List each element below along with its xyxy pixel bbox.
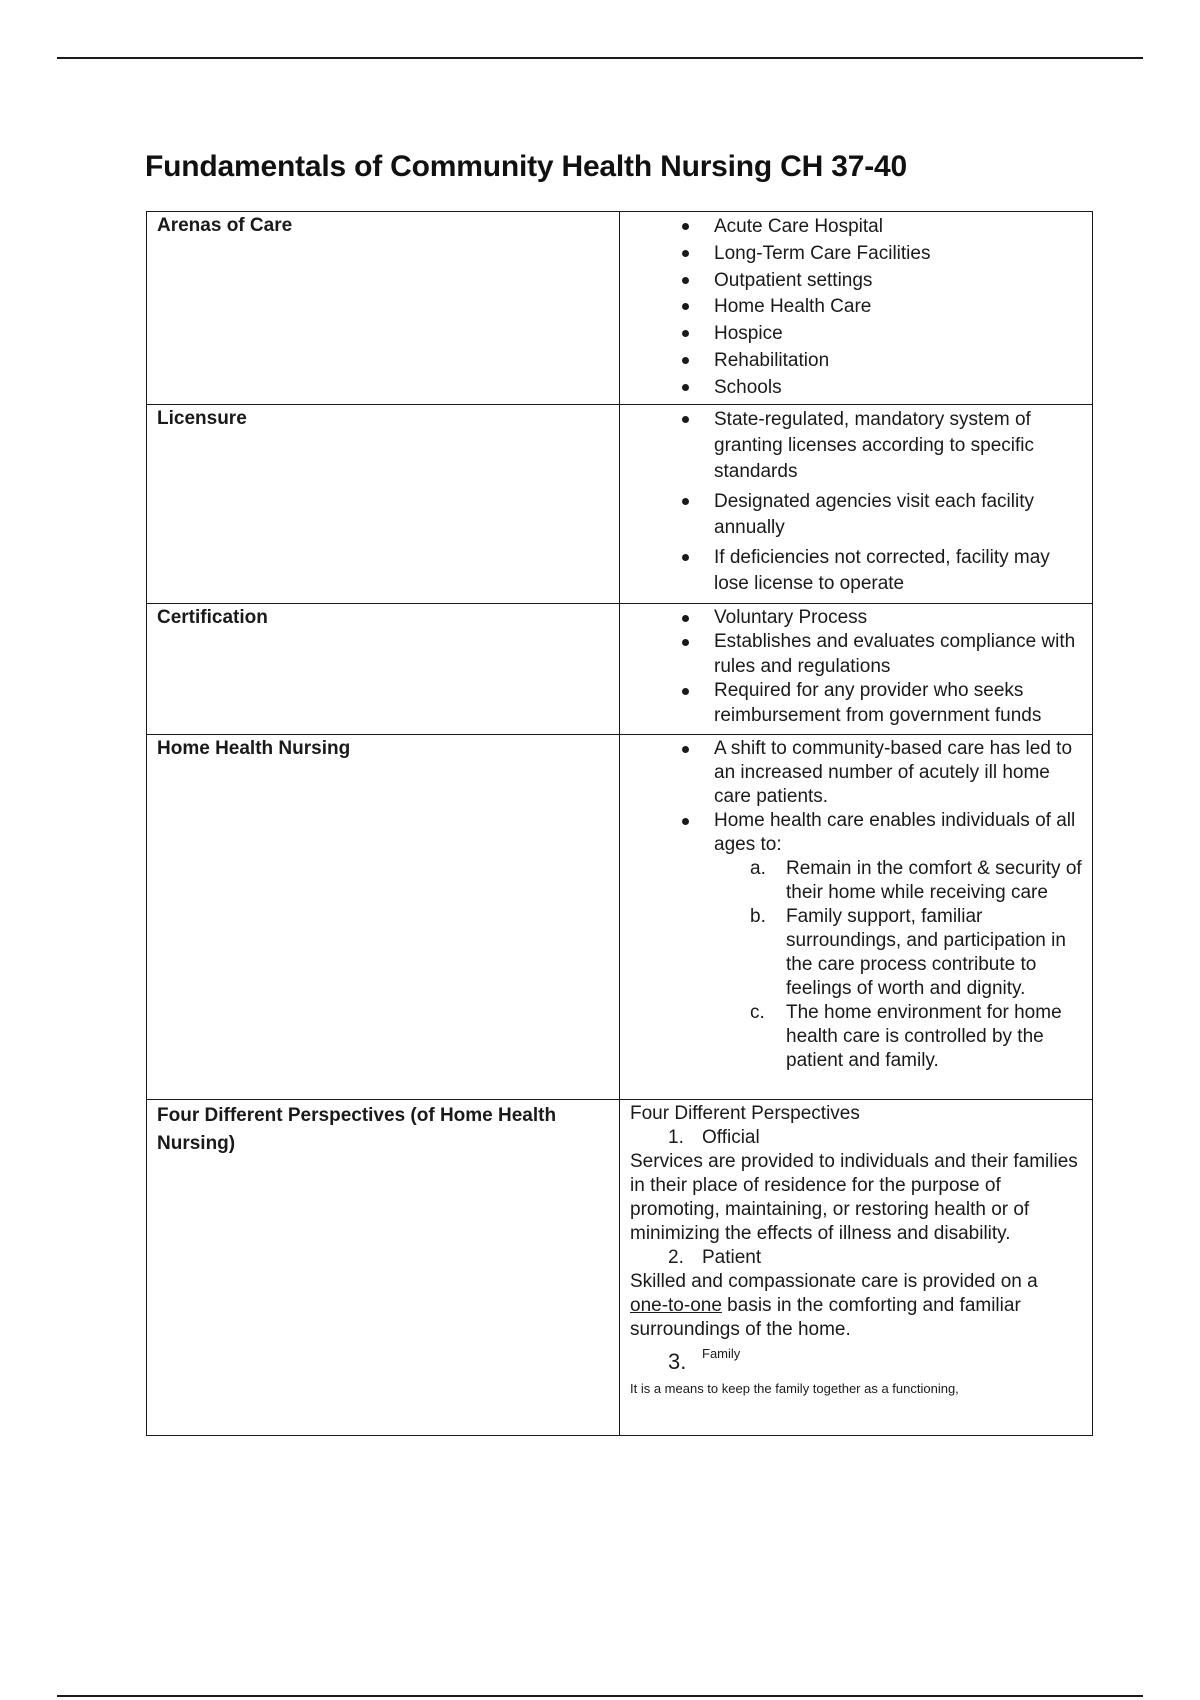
term-cell: Licensure [147, 404, 620, 603]
list-marker: 2. [668, 1246, 684, 1268]
notes-table [146, 211, 1093, 1436]
list-marker: 1. [668, 1126, 684, 1148]
list-marker: 3. [668, 1348, 687, 1374]
description-cell [620, 1099, 1093, 1435]
list-item: Hospice [714, 321, 1082, 348]
list-item-text: The home environment for home health care is controlled by the patient and family. [786, 1001, 1062, 1071]
description-cell [620, 212, 1093, 405]
numbered-item-label: Patient [702, 1246, 762, 1268]
list-item: Acute Care Hospital [714, 214, 1082, 241]
numbered-item-label: Family [702, 1345, 741, 1361]
table-row [147, 212, 1093, 405]
list-item: If deficiencies not corrected, facility may lose license to operate [714, 545, 1082, 597]
list-item: Required for any provider who seeks reimbursement from government funds [714, 679, 1082, 728]
numbered-item [630, 1246, 1078, 1270]
underlined-text: one-to-one [630, 1294, 722, 1316]
footer-rule [57, 1695, 1143, 1697]
paragraph: Services are provided to individuals and their families in their place of residence for the purpose of promoting, maintaining, or restoring health or of minimizing the effects of illness and disability. [630, 1150, 1078, 1244]
list-item: State-regulated, mandatory system of granting licenses according to specific standards [714, 407, 1082, 485]
header-rule [57, 57, 1143, 59]
bullet-list [630, 737, 1082, 857]
list-item: Establishes and evaluates compliance with rules and regulations [714, 630, 1082, 679]
term-cell: Home Health Nursing [147, 734, 620, 1099]
term-cell: Certification [147, 603, 620, 734]
paragraph: It is a means to keep the family together as a functioning, [630, 1380, 959, 1396]
list-item: Outpatient settings [714, 268, 1082, 295]
list-marker: c. [750, 1001, 765, 1023]
numbered-item [630, 1342, 1078, 1376]
numbered-item-label: Official [702, 1126, 760, 1148]
list-item [750, 905, 1082, 1001]
list-item: Designated agencies visit each facility annually [714, 489, 1082, 541]
paragraph [630, 1270, 1078, 1342]
list-marker: b. [750, 905, 766, 927]
description-cell [620, 734, 1093, 1099]
list-item: Rehabilitation [714, 348, 1082, 375]
list-marker: a. [750, 857, 766, 879]
term-cell: Four Different Perspectives (of Home Health Nursing) [147, 1099, 620, 1435]
list-item: Schools [714, 375, 1082, 402]
list-item: A shift to community-based care has led to an increased number of acutely ill home care patients. [714, 737, 1082, 809]
table-row [147, 734, 1093, 1099]
bullet-list [630, 606, 1082, 729]
list-item: Voluntary Process [714, 606, 1082, 631]
description-cell [620, 603, 1093, 734]
bullet-list [630, 214, 1082, 402]
bullet-list [630, 407, 1082, 597]
table-row [147, 1099, 1093, 1435]
table-row [147, 603, 1093, 734]
list-item [750, 1001, 1082, 1073]
list-item: Home health care enables individuals of all ages to: [714, 809, 1082, 857]
paragraph-text: basis in the comforting and familiar surroundings of the home. [630, 1294, 1021, 1340]
sub-list [630, 857, 1082, 1073]
numbered-item [630, 1126, 1078, 1150]
document-title: Fundamentals of Community Health Nursing CH 37-40 [145, 150, 907, 183]
list-item-text: Remain in the comfort & security of their home while receiving care [786, 857, 1082, 903]
list-item [750, 857, 1082, 905]
list-item-text: Family support, familiar surroundings, and participation in the care process contribute to feelings of worth and dignity. [786, 905, 1066, 999]
table-row [147, 404, 1093, 603]
section-heading: Four Different Perspectives [630, 1102, 860, 1124]
description-cell [620, 404, 1093, 603]
paragraph-text: Skilled and compassionate care is provided on a [630, 1270, 1038, 1292]
list-item: Long-Term Care Facilities [714, 241, 1082, 268]
list-item: Home Health Care [714, 294, 1082, 321]
term-cell: Arenas of Care [147, 212, 620, 405]
